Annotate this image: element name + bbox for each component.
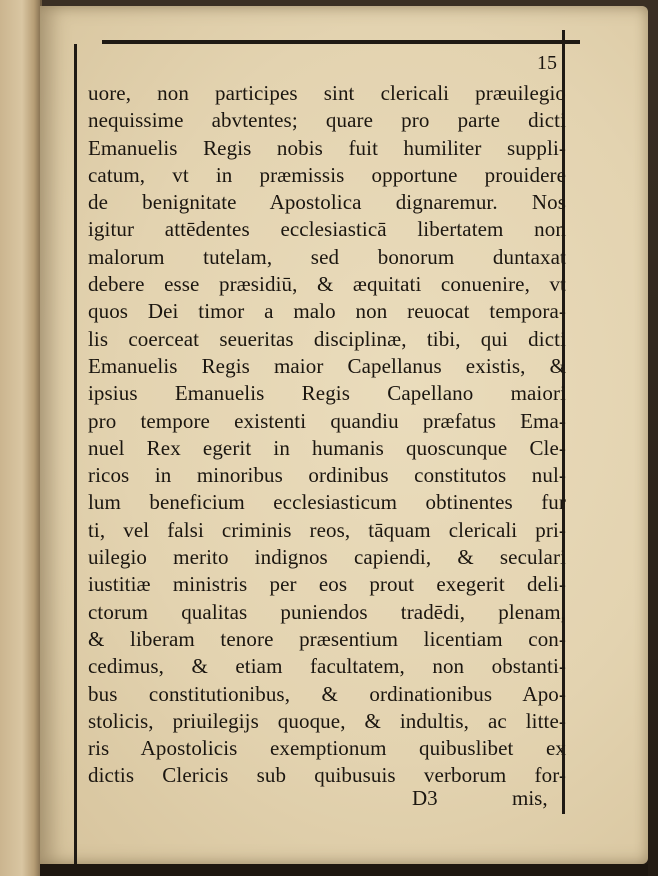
text-line: cedimus, & etiam facultatem, non obstanti-: [88, 654, 566, 679]
text-line: ricos in minoribus ordinibus constitutos nul-: [88, 463, 566, 488]
text-line: ctorum qualitas puniendos tradēdi, plenam,: [88, 599, 566, 624]
bottom-shadow: [40, 864, 648, 876]
signature-mark: D3: [412, 786, 438, 810]
text-line: Emanuelis Regis maior Capellanus existis, &: [88, 353, 566, 378]
text-line: bus constitutionibus, & ordinationibus Apo-: [88, 681, 566, 706]
text-line: ti, vel falsi criminis reos, tāquam clericali pri-: [88, 517, 566, 542]
text-line: dictis Clericis sub quibusuis verborum for-: [88, 763, 566, 788]
text-line: uilegio merito indignos capiendi, & seculari: [88, 545, 566, 570]
text-line: nuel Rex egerit in humanis quoscunque Cle-: [88, 435, 566, 460]
catchword: mis,: [512, 786, 548, 810]
text-line: Emanuelis Regis nobis fuit humiliter suppli-: [88, 135, 566, 160]
text-line: & liberam tenore præsentium licentiam con-: [88, 626, 566, 651]
text-line: iustitiæ ministris per eos prout exegerit deli-: [88, 572, 566, 597]
text-line: pro tempore existenti quandiu præfatus Ema-: [88, 408, 566, 433]
text-line: stolicis, priuilegijs quoque, & indultis, ac litte-: [88, 708, 566, 733]
text-line: debere esse præsidiū, & æquitati conuenire, vt: [88, 272, 566, 297]
body-text: [88, 80, 566, 790]
text-line: ris Apostolicis exemptionum quibuslibet ex: [88, 736, 566, 761]
left-margin-rule: [74, 44, 77, 864]
text-line: ipsius Emanuelis Regis Capellano maiori: [88, 381, 566, 406]
text-line: de benignitate Apostolica dignaremur. Nos: [88, 190, 566, 215]
text-line: igitur attēdentes ecclesiasticā libertatem non: [88, 217, 566, 242]
text-line: lum beneficium ecclesiasticum obtinentes fur: [88, 490, 566, 515]
page-number: 15: [537, 52, 557, 74]
text-line: catum, vt in præmissis opportune prouidere: [88, 162, 566, 187]
book-page: [40, 6, 648, 864]
top-rule: [102, 40, 580, 44]
left-page-edge: [0, 0, 42, 876]
text-line: uore, non participes sint clericali præuilegio: [88, 81, 566, 105]
text-line: quos Dei timor a malo non reuocat tempora-: [88, 299, 566, 324]
text-line: nequissime abvtentes; quare pro parte dicti: [88, 108, 566, 133]
text-line: lis coerceat seueritas disciplinæ, tibi, qui dicti: [88, 326, 566, 351]
text-line: malorum tutelam, sed bonorum duntaxat: [88, 244, 566, 269]
